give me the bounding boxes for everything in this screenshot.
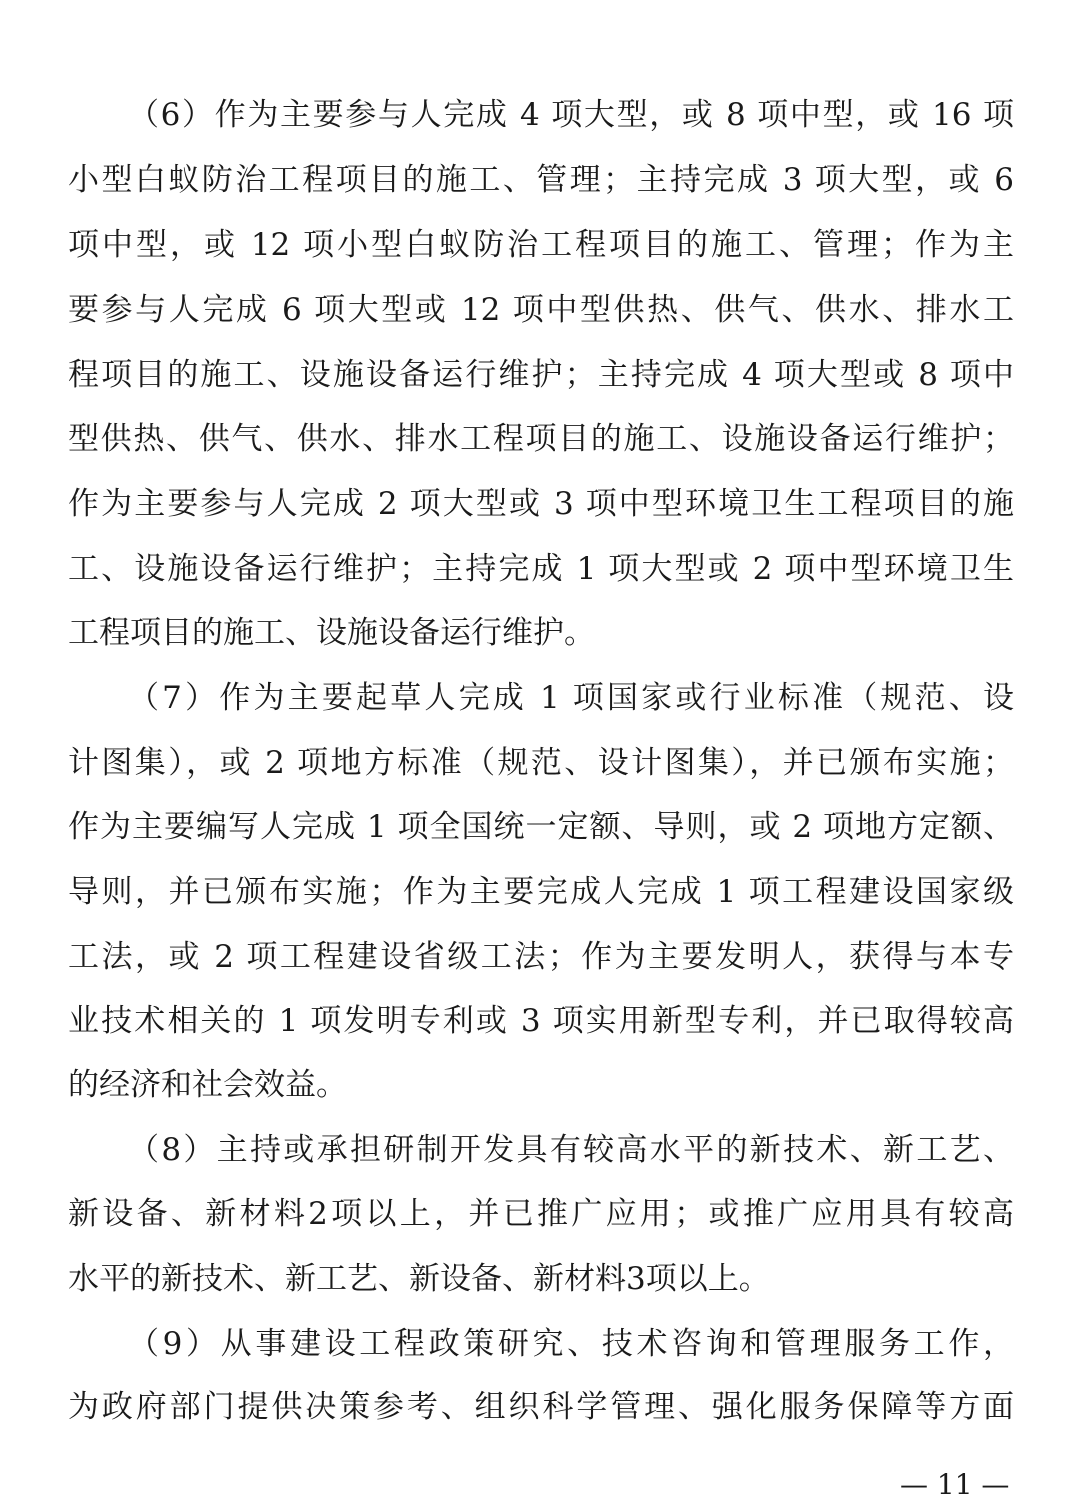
paragraph-6-line: 要参与人完成 6 项大型或 12 项中型供热、供气、供水、排水工	[68, 292, 1014, 328]
paragraph-9-line: （9）从事建设工程政策研究、技术咨询和管理服务工作，	[128, 1326, 1014, 1362]
paragraph-6-line: 小型白蚁防治工程项目的施工、管理；主持完成 3 项大型，或 6	[68, 162, 1014, 198]
paragraph-7-line: 工法，或 2 项工程建设省级工法；作为主要发明人，获得与本专	[68, 939, 1014, 975]
paragraph-7-line: （7）作为主要起草人完成 1 项国家或行业标准（规范、设	[128, 680, 1014, 716]
paragraph-7-line: 导则，并已颁布实施；作为主要完成人完成 1 项工程建设国家级	[68, 874, 1014, 910]
paragraph-7-line: 计图集），或 2 项地方标准（规范、设计图集），并已颁布实施；	[68, 745, 1014, 781]
paragraph-6-line: 型供热、供气、供水、排水工程项目的施工、设施设备运行维护；	[68, 421, 1014, 457]
paragraph-7-line: 的经济和社会效益。	[68, 1067, 347, 1103]
paragraph-8-line: 水平的新技术、新工艺、新设备、新材料3项以上。	[68, 1261, 770, 1297]
paragraph-6-line: 工、设施设备运行维护；主持完成 1 项大型或 2 项中型环境卫生	[68, 551, 1014, 587]
paragraph-6-line: （6）作为主要参与人完成 4 项大型，或 8 项中型，或 16 项	[128, 97, 1014, 133]
paragraph-6-line: 程项目的施工、设施设备运行维护；主持完成 4 项大型或 8 项中	[68, 357, 1014, 393]
paragraph-6-line: 作为主要参与人完成 2 项大型或 3 项中型环境卫生工程项目的施	[68, 486, 1014, 522]
paragraph-8-line: 新设备、新材料2项以上，并已推广应用；或推广应用具有较高	[68, 1196, 1014, 1232]
paragraph-6-line: 工程项目的施工、设施设备运行维护。	[68, 615, 595, 651]
paragraph-6-line: 项中型，或 12 项小型白蚁防治工程项目的施工、管理；作为主	[68, 227, 1014, 263]
page-number: — 11 —	[900, 1468, 1010, 1501]
paragraph-7-line: 业技术相关的 1 项发明专利或 3 项实用新型专利，并已取得较高	[68, 1003, 1014, 1039]
paragraph-9-line: 为政府部门提供决策参考、组织科学管理、强化服务保障等方面	[68, 1389, 1014, 1425]
paragraph-7-line: 作为主要编写人完成 1 项全国统一定额、导则，或 2 项地方定额、	[68, 809, 1014, 845]
paragraph-8-line: （8）主持或承担研制开发具有较高水平的新技术、新工艺、	[128, 1132, 1014, 1168]
